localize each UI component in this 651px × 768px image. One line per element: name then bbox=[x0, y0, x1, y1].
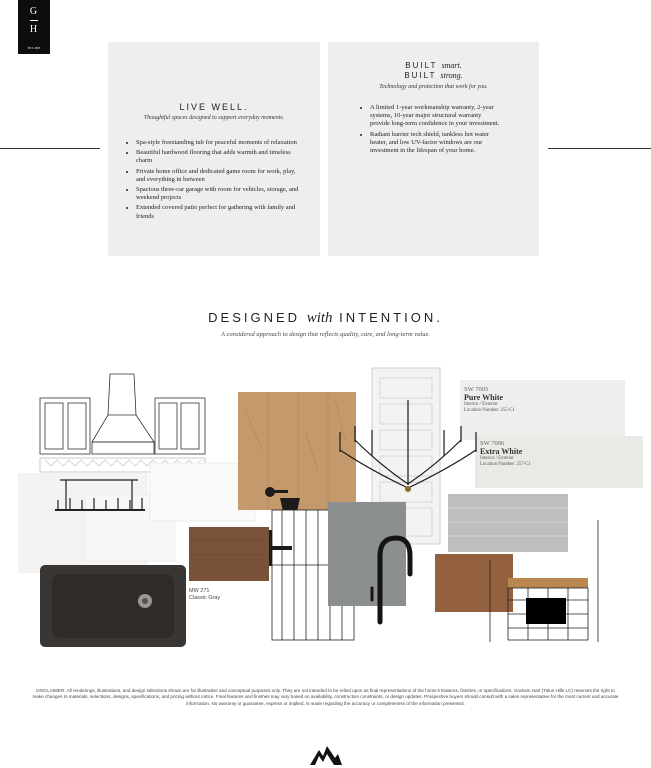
black-chandelier-image bbox=[340, 400, 476, 492]
logo-divider bbox=[30, 20, 38, 21]
built-subtitle: Technology and protection that work for you. bbox=[379, 84, 488, 90]
list-item: • Private home office and dedicated game room for work, play, and everything in between bbox=[136, 168, 306, 184]
built-heading bbox=[328, 61, 539, 81]
logo-letter-h: H bbox=[29, 24, 39, 35]
wood-sample-name: Classic Gray bbox=[189, 595, 221, 601]
list-item: • Spacious three-car garage with room for vehicles, storage, and weekend projects bbox=[136, 186, 306, 202]
swatch-code: SW 7006 bbox=[480, 440, 505, 447]
list-item: • Extended covered patio perfect for gathering with family and friends bbox=[136, 204, 306, 220]
gray-stone-sample bbox=[328, 502, 406, 606]
swatch-location: Location Number: 255-C1 bbox=[464, 408, 515, 413]
right-rule bbox=[548, 148, 651, 149]
walnut-slab-sample bbox=[435, 554, 513, 612]
live-well-panel bbox=[108, 42, 320, 256]
wood-sample-label bbox=[189, 588, 220, 602]
built-smart: smart. bbox=[441, 61, 462, 70]
logo-letter-g: G bbox=[29, 6, 39, 17]
built-word: BUILT bbox=[405, 61, 438, 70]
live-well-title: LIVE WELL. bbox=[179, 102, 249, 112]
kitchen-elevation-drawing bbox=[40, 374, 205, 472]
swatch-label-2 bbox=[480, 440, 640, 468]
left-rule bbox=[0, 148, 100, 149]
swatch-code: SW 7005 bbox=[464, 386, 489, 393]
design-title-italic: with bbox=[306, 310, 333, 326]
design-tagline: A considered approach to design that reflects quality, care, and long-term value. bbox=[220, 331, 431, 338]
brand-logo bbox=[18, 0, 50, 54]
built-list bbox=[358, 104, 501, 155]
live-well-subtitle: Thoughtful spaces designed to support everyday moments. bbox=[143, 115, 285, 121]
wood-sample-code: MW 271 bbox=[189, 588, 210, 594]
design-title-a: DESIGNED bbox=[208, 310, 301, 325]
swatch-label-1 bbox=[464, 386, 619, 414]
gray-wood-tile-sample bbox=[448, 494, 568, 552]
oak-flooring-sample bbox=[238, 392, 356, 510]
list-item: • A limited 1-year workmanship warranty, 2-year systems, 10-year major structural warranty provide long-term confidence in your investment. bbox=[370, 104, 501, 129]
swatch-name: Extra White bbox=[480, 447, 523, 456]
list-item: • Beautiful hardwood flooring that adds warmth and timeless charm bbox=[136, 149, 306, 165]
list-item: • Radiant barrier tech shield, tankless hot water heater, and low UV-factor windows are our investment in the lifespan of your home. bbox=[370, 131, 501, 156]
disclaimer-text: DISCLAIMER: All renderings, illustrations, and design selections shown are for illustrative and conceptual purposes only. They are not intended to be relied upon as final representations of the home's features, finishes, or specifications. Graham Hart (Talon Hills LC) reserves the right to make changes to materials, selections, designs, specifications, and pricing without notice. Final features and finishes may vary based on availability, construction constraints, or design updates. Prospective buyers should consult with a sales representative for the most current and accurate information. No warranty or guarantee, express or implied, is made regarding the accuracy or completeness of the information presented. bbox=[32, 688, 619, 706]
design-title bbox=[0, 310, 651, 327]
design-title-b: INTENTION. bbox=[339, 310, 443, 325]
list-item: • Spa-style freestanding tub for peaceful moments of relaxation bbox=[136, 139, 306, 147]
swatch-use: Interior / Exterior bbox=[480, 456, 514, 461]
mountain-logo-icon bbox=[309, 744, 343, 766]
swatch-use: Interior / Exterior bbox=[464, 402, 498, 407]
live-well-list bbox=[124, 139, 306, 221]
built-strong: strong. bbox=[440, 71, 463, 80]
built-panel bbox=[328, 42, 539, 256]
swatch-location: Location Number: 257-C1 bbox=[480, 462, 531, 467]
swatch-name: Pure White bbox=[464, 393, 504, 402]
logo-established: EST. 2003 bbox=[27, 46, 41, 50]
walnut-wood-sample bbox=[189, 527, 269, 581]
built-word: BUILT bbox=[404, 71, 437, 80]
